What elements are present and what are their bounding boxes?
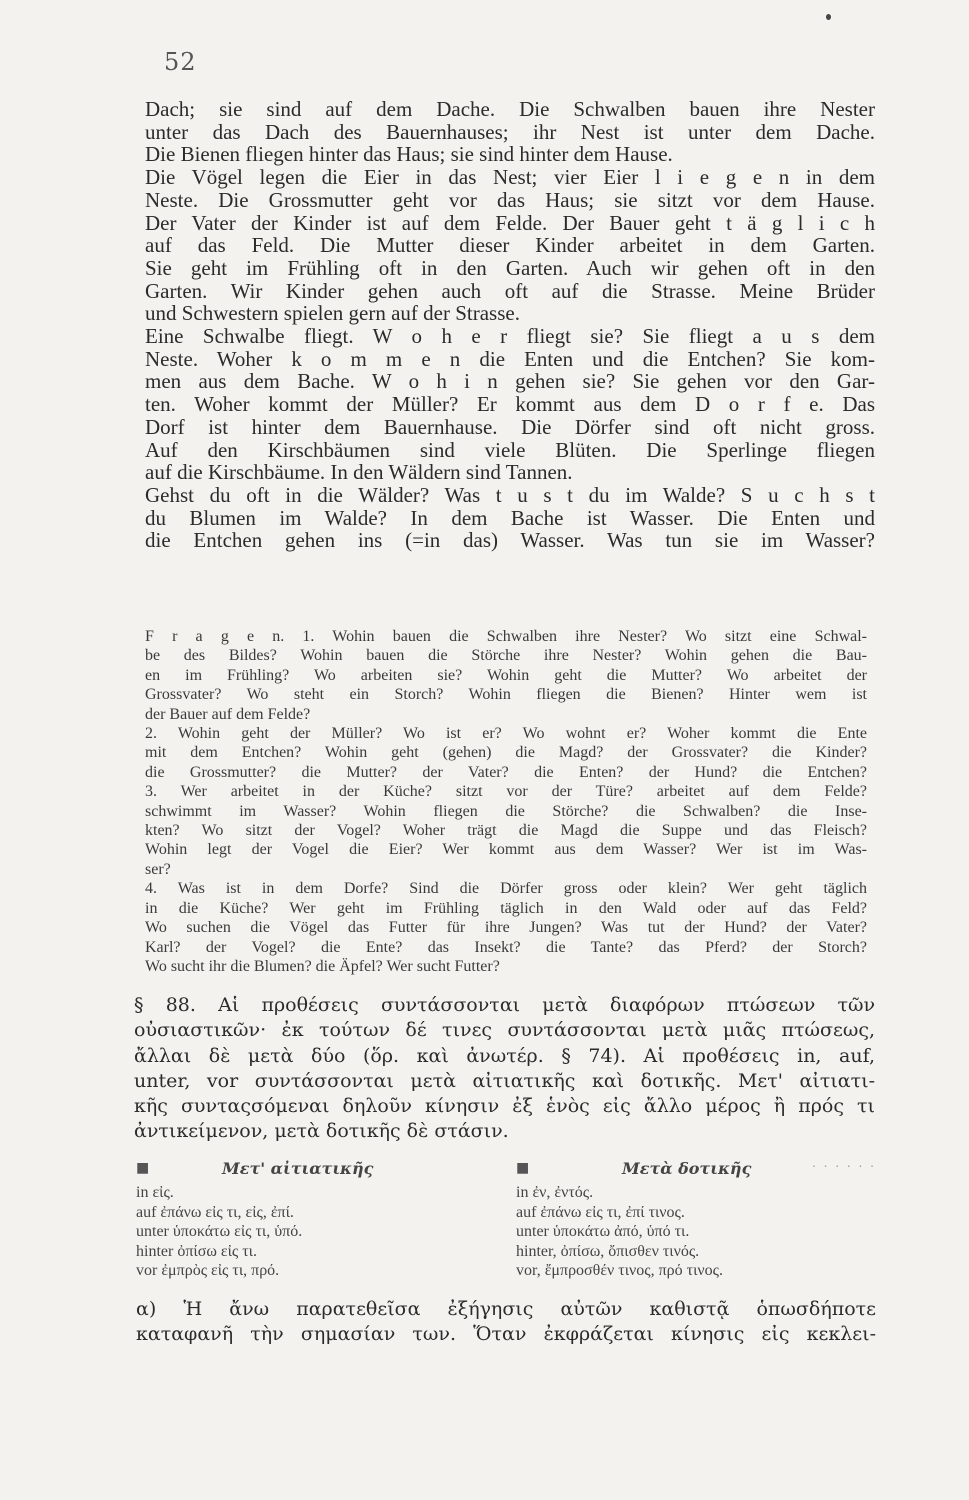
text-line: Gehst du oft in die Wälder? Was t u s t du im Walde? S u c h s t	[145, 482, 875, 507]
table-row: auf ἐπάνω εἰς τι, ἐπί τινος.	[516, 1203, 685, 1221]
question-line: Karl? der Vogel? die Ente? das Insekt? die Tante? das Pferd? der Storch?	[145, 938, 867, 956]
question-line: mit dem Entchen? Wohin geht (gehen) die Magd? der Grossvater? die Kinder?	[145, 744, 867, 762]
text-line: auf das Feld. Die Mutter dieser Kinder arbeitet in dem Garten.	[145, 233, 875, 258]
question-line: 4. Was ist in dem Dorfe? Sind die Dörfer gross oder klein? Wer geht täglich	[145, 880, 867, 898]
text-line: Die Vögel legen die Eier in das Nest; vier Eier l i e g e n in dem	[145, 165, 875, 190]
text-line: Neste. Woher k o m m e n die Enten und die Entchen? Sie kom-	[145, 346, 875, 371]
table-row: auf ἐπάνω εἰς τι, εἰς, ἐπί.	[136, 1203, 294, 1221]
question-line: in die Küche? Wer geht im Frühling täglich in den Wald oder auf das Feld?	[145, 899, 867, 917]
table-row: unter ὑποκάτω εἰς τι, ὑπό.	[136, 1223, 303, 1240]
question-line: F r a g e n. 1. Wohin bauen die Schwalben ihre Nester? Wo sitzt eine Schwal-	[145, 628, 867, 645]
printer-mark-icon: ■	[136, 1160, 150, 1176]
bottom-paragraph	[136, 1297, 876, 1348]
table-row: in ἐν, ἐντός.	[516, 1184, 594, 1201]
question-line: ser?	[145, 860, 171, 878]
greek-line: α) Ἡ ἄνω παρατεθεῖσα ἐξήγησις αὐτῶν καθιστᾷ ὁπωσδήποτε	[136, 1298, 876, 1320]
text-line: Neste. Die Grossmutter geht vor das Haus; sie sitzt vor dem Hause.	[145, 187, 875, 212]
text-line: ten. Woher kommt der Müller? Er kommt aus dem D o r f e. Das	[145, 392, 875, 417]
body-text	[145, 98, 875, 552]
table-row: vor, ἔμπροσθέν τινος, πρό τινος.	[516, 1262, 723, 1279]
greek-line: ἄλλαι δὲ μετὰ δύο (ὅρ. καὶ ἀνωτέρ. § 74). Αἱ προθέσεις in, auf,	[134, 1044, 875, 1067]
question-line: die Grossmutter? die Mutter? der Vater? die Enten? der Hund? die Entchen?	[145, 763, 867, 781]
greek-line: καταφανῆ τὴν σημασίαν των. Ὅταν ἐκφράζεται κίνησις εἰς κεκλει-	[136, 1323, 876, 1346]
text-line: du Blumen im Walde? In dem Bache ist Wasser. Die Enten und	[145, 505, 875, 530]
greek-line: § 88. Αἱ προθέσεις συντάσσονται μετὰ διαφόρων πτώσεων τῶν	[134, 994, 875, 1016]
question-line: be des Bildes? Wohin bauen die Störche ihre Nester? Wohin gehen die Bau-	[145, 647, 867, 665]
speck	[826, 14, 831, 20]
greek-line: unter, vor συντάσσονται μετὰ αἰτιατικῆς καὶ δοτικῆς. Μετ' αἰτιατι-	[134, 1069, 875, 1092]
text-line: men aus dem Bache. W o h i n gehen sie? Sie gehen vor den Gar-	[145, 369, 875, 394]
text-line: und Schwestern spielen gern auf der Strasse.	[145, 301, 520, 326]
table-row: in εἰς.	[136, 1184, 174, 1201]
question-line: 3. Wer arbeitet in der Küche? sitzt vor der Türe? arbeitet auf dem Felde?	[145, 783, 867, 801]
text-line: Auf den Kirschbäumen sind viele Blüten. Die Sperlinge fliegen	[145, 437, 875, 462]
text-line: Garten. Wir Kinder gehen auch oft auf die Strasse. Meine Brüder	[145, 278, 875, 303]
text-line: auf die Kirschbäume. In den Wäldern sind Tannen.	[145, 460, 573, 485]
table-left-column	[136, 1183, 302, 1281]
question-line: Grossvater? Wo steht ein Storch? Wohin fliegen die Bienen? Hinter wem ist	[145, 686, 867, 704]
text-line: unter das Dach des Bauernhauses; ihr Nest ist unter dem Dache.	[145, 119, 875, 144]
table-row: hinter ὀπίσω εἰς τι.	[136, 1242, 257, 1260]
text-line: Dach; sie sind auf dem Dache. Die Schwalben bauen ihre Nester	[145, 97, 875, 121]
text-line: Der Vater der Kinder ist auf dem Felde. Der Bauer geht t ä g l i c h	[145, 210, 875, 235]
table-right-heading: Μετὰ δοτικῆς	[622, 1159, 752, 1178]
text-line: Eine Schwalbe fliegt. W o h e r fliegt sie? Sie fliegt a u s dem	[145, 324, 875, 349]
question-line: 2. Wohin geht der Müller? Wo ist er? Wo wohnt er? Woher kommt die Ente	[145, 725, 867, 743]
question-line: Wo suchen die Vögel das Futter für ihre Jungen? Was tut der Hund? der Vater?	[145, 919, 867, 937]
dotted-rule: . . . . . .	[812, 1156, 876, 1170]
text-line: Dorf ist hinter dem Bauernhause. Die Dörfer sind oft nicht gross.	[145, 414, 875, 439]
question-line: Wohin legt der Vogel die Eier? Wer kommt aus dem Wasser? Wer ist im Was-	[145, 841, 867, 859]
question-line: Wo sucht ihr die Blumen? die Äpfel? Wer sucht Futter?	[145, 957, 500, 975]
table-row: vor ἐμπρὸς εἰς τι, πρό.	[136, 1262, 280, 1279]
text-line: Die Bienen fliegen hinter das Haus; sie sind hinter dem Hause.	[145, 142, 673, 167]
text-line: Sie geht im Frühling oft in den Garten. Auch wir gehen oft in den	[145, 255, 875, 280]
greek-line: κῆς συνταςσόμεναι δηλοῦν κίνησιν ἐξ ἑνὸς εἰς ἄλλο μέρος ἢ πρός τι	[134, 1095, 875, 1118]
greek-line: οὐσιαστικῶν· ἐκ τούτων δέ τινες συντάσσονται μετὰ μιᾶς πτώσεως,	[134, 1019, 875, 1042]
question-line: schwimmt im Wasser? Wohin fliegen die Störche? die Schwalben? die Inse-	[145, 802, 867, 820]
greek-paragraph	[134, 993, 875, 1145]
table-right-column	[516, 1183, 723, 1281]
table-row: unter ὑποκάτω ἀπό, ὑπό τι.	[516, 1223, 690, 1240]
question-line: en im Frühling? Wo arbeiten sie? Wohin geht die Mutter? Wo arbeitet der	[145, 666, 867, 684]
question-line: der Bauer auf dem Felde?	[145, 705, 311, 723]
table-row: hinter, ὀπίσω, ὄπισθεν τινός.	[516, 1242, 700, 1260]
text-line: die Entchen gehen ins (=in das) Wasser. Was tun sie im Wasser?	[145, 528, 875, 553]
printer-mark-icon: ■	[516, 1160, 530, 1176]
page-number: 52	[164, 48, 197, 76]
greek-line: ἀντικείμενον, μετὰ δοτικῆς δὲ στάσιν.	[134, 1120, 509, 1143]
questions-section	[145, 627, 867, 976]
table-left-heading: Μετ' αἰτιατικῆς	[222, 1159, 374, 1178]
question-line: kten? Wo sitzt der Vogel? Woher trägt die Magd die Suppe und das Fleisch?	[145, 822, 867, 840]
